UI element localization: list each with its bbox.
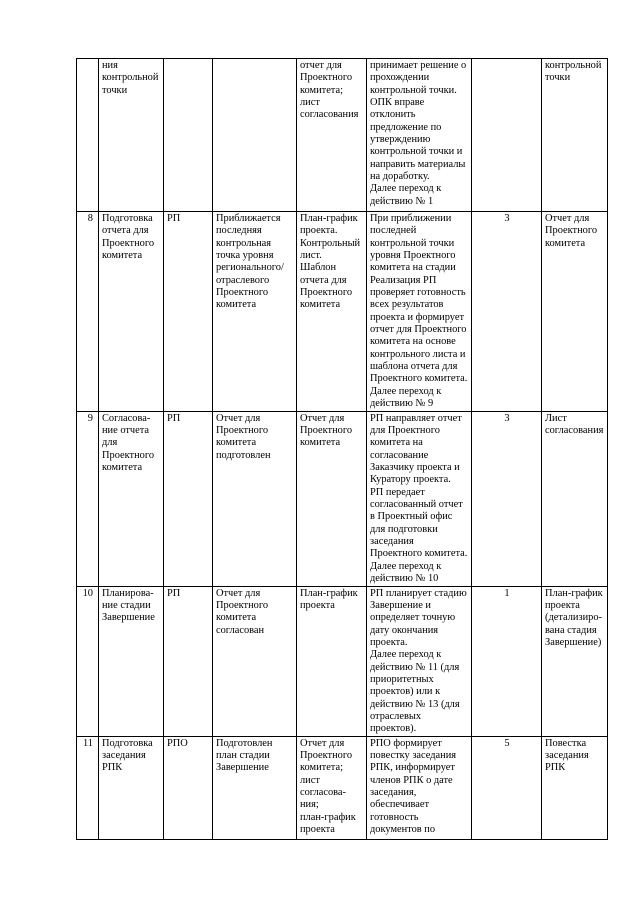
duration: 1 xyxy=(472,586,542,736)
step-name: Согласова- ние отчета для Проектного комитета xyxy=(99,411,164,586)
executor: РП xyxy=(164,212,213,412)
row-number: 11 xyxy=(77,736,99,839)
description: принимает решение о прохождении контрольной точки. ОПК вправе отклонить предложение по утверждению контрольной точки и направить материалы на доработку. Далее переход к действию № 1 xyxy=(367,59,472,212)
output-docs: Лист согласования xyxy=(542,411,608,586)
executor: РПО xyxy=(164,736,213,839)
duration: 3 xyxy=(472,212,542,412)
row-number: 8 xyxy=(77,212,99,412)
table-row xyxy=(77,586,608,736)
row-number: 9 xyxy=(77,411,99,586)
trigger-event: Отчет для Проектного комитета согласован xyxy=(213,586,297,736)
output-docs: Отчет для Проектного комитета xyxy=(542,212,608,412)
output-docs: План-график проекта (детализиро- вана стадия Завершение) xyxy=(542,586,608,736)
row-number xyxy=(77,59,99,212)
description: РП направляет отчет для Проектного комитета на согласование Заказчику проекта и Куратору проекта. РП передает согласованный отчет в Проектный офис для подготовки заседания Проектного комитета. Далее переход к действию № 10 xyxy=(367,411,472,586)
description: РП планирует стадию Завершение и определяет точную дату окончания проекта. Далее переход к действию № 11 (для приоритетных проектов) или к действию № 13 (для отраслевых проектов). xyxy=(367,586,472,736)
input-docs: План-график проекта xyxy=(297,586,367,736)
description: При приближении последней контрольной точки уровня Проектного комитета на стадии Реализация РП проверяет готовность всех результатов проекта и формирует отчет для Проектного комитета на основе контрольного листа и шаблона отчета для Проектного комитета. Далее переход к действию № 9 xyxy=(367,212,472,412)
executor xyxy=(164,59,213,212)
input-docs: отчет для Проектного комитета; лист согласования xyxy=(297,59,367,212)
executor: РП xyxy=(164,586,213,736)
output-docs: Повестка заседания РПК xyxy=(542,736,608,839)
table-row xyxy=(77,59,608,212)
table-row xyxy=(77,736,608,839)
input-docs: План-график проекта. Контрольный лист. Шаблон отчета для Проектного комитета xyxy=(297,212,367,412)
table-body xyxy=(77,59,608,840)
table-row xyxy=(77,212,608,412)
process-table xyxy=(76,58,608,840)
input-docs: Отчет для Проектного комитета xyxy=(297,411,367,586)
trigger-event: Приближается последняя контрольная точка уровня регионального/ отраслевого Проектного комитета xyxy=(213,212,297,412)
step-name: Подготовка заседания РПК xyxy=(99,736,164,839)
description: РПО формирует повестку заседания РПК, информирует членов РПК о дате заседания, обеспечивает готовность документов по xyxy=(367,736,472,839)
duration: 3 xyxy=(472,411,542,586)
row-number: 10 xyxy=(77,586,99,736)
input-docs: Отчет для Проектного комитета; лист согласова- ния; план-график проекта xyxy=(297,736,367,839)
duration: 5 xyxy=(472,736,542,839)
table-row xyxy=(77,411,608,586)
output-docs: контрольной точки xyxy=(542,59,608,212)
duration xyxy=(472,59,542,212)
trigger-event xyxy=(213,59,297,212)
step-name: ния контрольной точки xyxy=(99,59,164,212)
trigger-event: Отчет для Проектного комитета подготовлен xyxy=(213,411,297,586)
executor: РП xyxy=(164,411,213,586)
step-name: Подготовка отчета для Проектного комитета xyxy=(99,212,164,412)
step-name: Планирова- ние стадии Завершение xyxy=(99,586,164,736)
trigger-event: Подготовлен план стадии Завершение xyxy=(213,736,297,839)
